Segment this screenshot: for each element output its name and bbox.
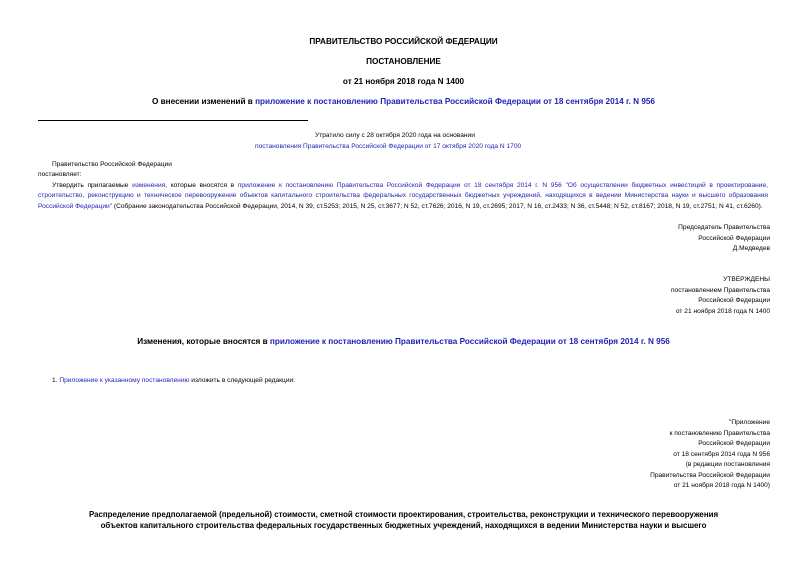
appendix-line2: к постановлению Правительства [669,430,770,437]
item-1-number: 1. [52,377,60,384]
approved-line3: Российской Федерации [698,297,770,304]
distribution-title-line1: Распределение предполагаемой (предельной) стоимости, сметной стоимости проектирования, строительства, реконструкции и технического перевооружения [88,510,719,519]
changes-link[interactable]: изменения [132,182,166,189]
approved-line4: от 21 ноября 2018 года N 1400 [675,308,770,315]
body-government: Правительство Российской Федерации [52,161,172,168]
document-type: ПОСТАНОВЛЕНИЕ [366,57,441,66]
item-1-text: изложить в следующей редакции: [189,377,296,384]
changes-title [0,337,807,346]
appendix-line6: Правительства Российской Федерации [650,472,770,479]
appendix-line1: "Приложение [728,419,770,426]
paragraph-text-start: Утвердить прилагаемые [52,182,133,189]
appendix-line4: от 18 сентября 2014 года N 956 [673,451,770,458]
document-title [0,97,807,106]
approved-heading: УТВЕРЖДЕНЫ [723,276,770,283]
appendix-line5: (в редакции постановления [685,461,770,468]
document-title-link[interactable]: приложение к постановлению Правительства Российской Федерации от 18 сентября 2014 г. N 956 [255,97,655,106]
government-heading: ПРАВИТЕЛЬСТВО РОССИЙСКОЙ ФЕДЕРАЦИИ [309,37,498,46]
appendix-line7: от 21 ноября 2018 года N 1400) [673,482,770,489]
appendix-line3: Российской Федерации [698,440,770,447]
signature-country: Российской Федерации [698,235,770,242]
body-paragraph [38,181,768,212]
item-1-link[interactable]: Приложение к указанному постановлению [59,377,190,384]
changes-title-prefix: Изменения, которые вносятся в [137,337,270,346]
document-date-number: от 21 ноября 2018 года N 1400 [342,77,465,86]
status-line: Утратило силу с 28 октября 2020 года на основании [315,132,475,139]
distribution-title-line2: объектов капитального строительства федеральных государственных бюджетных учреждений, находящихся в ведении Министерства науки и высшего [100,521,707,530]
appendix-link[interactable]: приложение к постановлению Правительства Российской Федерации от 18 сентября 2014 г. N 956 "Об осуществлении бюджетных инвестиций в проектирование, строительство, реконструкцию и техническое перевооружение объектов капитального строительства федеральных государственных бюджетных учреждений, находящихся в ведении Министерства науки и высшего образования Российской Федерации" [38,182,768,210]
divider [38,120,308,121]
paragraph-text-mid: , которые вносятся в [165,182,238,189]
signature-name: Д.Медведев [732,245,770,252]
body-resolves: постановляет: [38,171,82,178]
paragraph-text-end: (Собрание законодательства Российской Федерации, 2014, N 39, ст.5253; 2015, N 25, ст.3677; N 52, ст.7626; 2016, N 19, ст.2695; 2017, N 16, ст.2433; N 36, ст.5448; N 52, ст.8167; 2018, N 19, ст.2751; N 41, ст.6260). [112,202,763,210]
document-title-prefix: О внесении изменений в [152,97,256,106]
approved-line2: постановлением Правительства [670,287,770,294]
item-1 [52,376,295,386]
changes-title-link[interactable]: приложение к постановлению Правительства Российской Федерации от 18 сентября 2014 г. N 956 [269,337,670,346]
signature-title: Председатель Правительства [678,224,770,231]
status-link[interactable]: постановления Правительства Российской Федерации от 17 октября 2020 года N 1700 [255,143,522,150]
